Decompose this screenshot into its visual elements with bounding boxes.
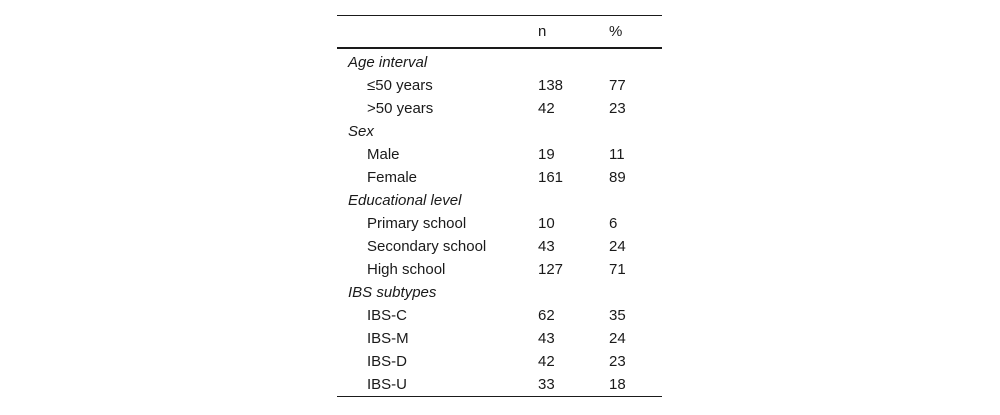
table-body	[337, 48, 662, 397]
header-label	[337, 16, 538, 49]
header-percent: %	[609, 23, 623, 40]
row-n: 19	[538, 146, 555, 163]
row-percent: 35	[609, 307, 626, 324]
row-percent: 71	[609, 261, 626, 278]
row-n: 138	[538, 77, 564, 94]
row-label: High school	[367, 261, 446, 278]
table-row	[337, 327, 662, 350]
row-label: Primary school	[367, 215, 467, 232]
table-row	[337, 350, 662, 373]
row-label: IBS-U	[367, 376, 408, 393]
row-label: ≤50 years	[367, 77, 433, 94]
group-row-educational-level	[337, 189, 662, 212]
row-percent: 18	[609, 376, 626, 393]
group-row-ibs-subtypes	[337, 281, 662, 304]
row-n: 42	[538, 353, 555, 370]
row-percent: 24	[609, 238, 626, 255]
row-label: Male	[367, 146, 400, 163]
row-label: IBS-C	[367, 307, 408, 324]
row-percent: 24	[609, 330, 626, 347]
row-n: 10	[538, 215, 555, 232]
row-label: >50 years	[367, 100, 434, 117]
row-percent: 23	[609, 353, 626, 370]
table-header	[337, 16, 662, 49]
row-n: 161	[538, 169, 564, 186]
row-label: Secondary school	[367, 238, 487, 255]
table-row	[337, 166, 662, 189]
table-row	[337, 304, 662, 327]
table-row	[337, 258, 662, 281]
table-row	[337, 212, 662, 235]
table-row	[337, 143, 662, 166]
demographics-table	[337, 15, 662, 397]
row-label: IBS-M	[367, 330, 409, 347]
table-row	[337, 235, 662, 258]
header-n: n	[538, 23, 547, 40]
group-title: Age interval	[348, 54, 428, 71]
row-n: 62	[538, 307, 555, 324]
group-title: Sex	[348, 123, 374, 140]
header-row	[337, 16, 662, 49]
row-percent: 6	[609, 215, 618, 232]
row-percent: 23	[609, 100, 626, 117]
row-label: IBS-D	[367, 353, 408, 370]
table-row	[337, 373, 662, 397]
group-row-age-interval	[337, 48, 662, 74]
row-n: 43	[538, 330, 555, 347]
demographics-table-container	[337, 15, 662, 397]
row-percent: 89	[609, 169, 626, 186]
row-n: 43	[538, 238, 555, 255]
table-row	[337, 74, 662, 97]
row-n: 42	[538, 100, 555, 117]
group-title: IBS subtypes	[348, 284, 437, 301]
row-n: 33	[538, 376, 555, 393]
table-row	[337, 97, 662, 120]
row-percent: 77	[609, 77, 626, 94]
group-title: Educational level	[348, 192, 462, 209]
row-n: 127	[538, 261, 564, 278]
group-row-sex	[337, 120, 662, 143]
row-label: Female	[367, 169, 418, 186]
row-percent: 11	[609, 146, 625, 163]
